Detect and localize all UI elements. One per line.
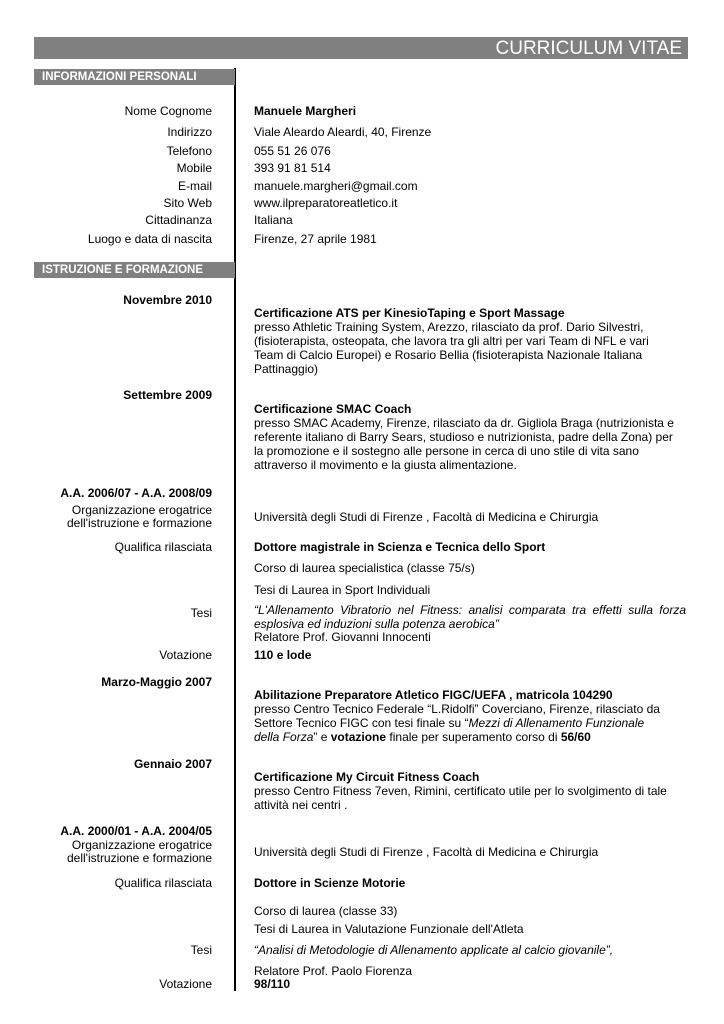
value-thesis-subject: Tesi di Laurea in Sport Individuali <box>254 583 431 597</box>
value-birth: Firenze, 27 aprile 1981 <box>254 232 377 246</box>
label-qualification: Qualifica rilasciata <box>114 540 212 554</box>
value-supervisor: Relatore Prof. Giovanni Innocenti <box>254 630 431 644</box>
label-name: Nome Cognome <box>124 104 212 118</box>
entry-title: Certificazione My Circuit Fitness Coach <box>254 770 480 784</box>
entry-description-italic: Mezzi di Allenamento Funzionale della Forza <box>254 716 645 744</box>
label-address: Indirizzo <box>167 125 212 139</box>
value-thesis-subject: Tesi di Laurea in Valutazione Funzionale dell'Atleta <box>254 922 524 936</box>
entry-title: Abilitazione Preparatore Atletico FIGC/UEFA , matricola 104290 <box>254 688 613 702</box>
value-mobile: 393 91 81 514 <box>254 161 331 175</box>
entry-description-part: ” e <box>313 730 331 744</box>
entry-description-part: finale per superamento corso di <box>386 730 561 744</box>
label-organization-2: dell'istruzione e formazione <box>66 851 212 865</box>
entry-title: Certificazione ATS per KinesioTaping e Sport Massage <box>254 306 565 320</box>
label-vote: Votazione <box>159 648 212 662</box>
value-course: Corso di laurea specialistica (classe 75/s) <box>254 561 475 575</box>
entry-description: presso SMAC Academy, Firenze, rilasciato da dr. Gigliola Braga (nutrizionista e referente italiano di Barry Sears, studioso e nutrizionista, padre della Zona) per la promozione e il sostegno alle persone in cerca di uno stile di vita sano attraverso il movimento e la giusta alimentazione. <box>254 416 674 472</box>
entry-description: presso Athletic Training System, Arezzo, rilasciato da prof. Dario Silvestri, (fisioterapista, osteopata, che lavora tra gli altri per vari Team di NFL e vari Team di Calcio Europei) e Rosario Bellia (fisioterapista Nazionale Italiana Pattinaggio) <box>254 320 649 376</box>
value-thesis: “L'Allenamento Vibratorio nel Fitness: analisi comparata tra effetti sulla forza esplosiva ed induzioni sulla potenza aerobica” <box>254 603 686 631</box>
value-qualification: Dottore magistrale in Scienza e Tecnica dello Sport <box>254 540 546 554</box>
entry-description: presso Centro Fitness 7even, Rimini, certificato utile per lo svolgimento di tale attività nei centri . <box>254 784 667 812</box>
entry-description-part: presso Centro Tecnico Federale “L.Ridolfi” Coverciano, Firenze, rilasciato da Settore Tecnico FIGC con tesi finale su “ <box>254 702 660 730</box>
label-thesis: Tesi <box>190 606 212 620</box>
column-divider <box>234 68 236 991</box>
entry-date: Novembre 2010 <box>123 293 212 307</box>
label-email: E-mail <box>177 179 212 193</box>
cv-title: CURRICULUM VITAE <box>34 37 688 59</box>
entry-date: A.A. 2006/07 - A.A. 2008/09 <box>60 486 212 500</box>
entry-date: A.A. 2000/01 - A.A. 2004/05 <box>60 824 212 838</box>
value-citizenship: Italiana <box>254 213 293 227</box>
entry-description-bold: votazione <box>330 730 387 744</box>
value-supervisor: Relatore Prof. Paolo Fiorenza <box>254 964 413 978</box>
value-address: Viale Aleardo Aleardi, 40, Firenze <box>254 125 432 139</box>
value-name: Manuele Margheri <box>254 104 357 118</box>
section-header-personal: INFORMAZIONI PERSONALI <box>34 69 235 85</box>
label-organization-1: Organizzazione erogatrice <box>71 503 212 517</box>
entry-date: Settembre 2009 <box>123 388 212 402</box>
label-vote: Votazione <box>159 977 212 991</box>
entry-description-score: 56/60 <box>560 730 591 744</box>
entry-date: Marzo-Maggio 2007 <box>101 675 212 689</box>
entry-description <box>254 702 669 744</box>
value-vote: 110 e lode <box>254 648 312 662</box>
label-phone: Telefono <box>166 144 212 158</box>
value-website[interactable]: www.ilpreparatoreatletico.it <box>254 196 398 210</box>
value-course: Corso di laurea (classe 33) <box>254 904 398 918</box>
entry-date: Gennaio 2007 <box>133 757 212 771</box>
label-thesis: Tesi <box>190 943 212 957</box>
label-mobile: Mobile <box>176 161 212 175</box>
value-email[interactable]: manuele.margheri@gmail.com <box>254 179 418 193</box>
entry-title: Certificazione SMAC Coach <box>254 402 412 416</box>
label-organization-2: dell'istruzione e formazione <box>66 516 212 530</box>
label-website: Sito Web <box>163 196 212 210</box>
value-organization: Università degli Studi di Firenze , Facoltà di Medicina e Chirurgia <box>254 845 599 859</box>
label-birth: Luogo e data di nascita <box>87 232 212 246</box>
value-qualification: Dottore in Scienze Motorie <box>254 876 406 890</box>
value-organization: Università degli Studi di Firenze , Facoltà di Medicina e Chirurgia <box>254 510 599 524</box>
label-qualification: Qualifica rilasciata <box>114 876 212 890</box>
value-phone: 055 51 26 076 <box>254 144 331 158</box>
value-vote: 98/110 <box>254 977 291 991</box>
value-thesis: “Analisi di Metodologie di Allenamento applicate al calcio giovanile”, <box>254 943 614 957</box>
label-citizenship: Cittadinanza <box>145 213 212 227</box>
label-organization-1: Organizzazione erogatrice <box>71 838 212 852</box>
section-header-education: ISTRUZIONE E FORMAZIONE <box>34 262 235 278</box>
